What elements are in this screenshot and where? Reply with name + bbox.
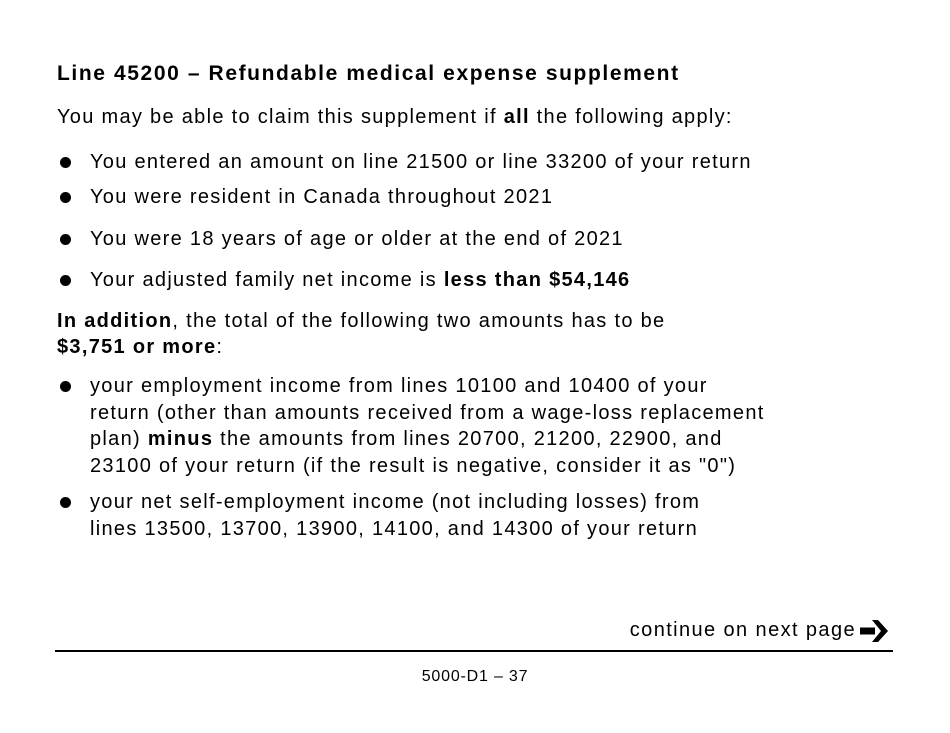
- addition-paragraph: In addition, the total of the following two amounts has to be $3,751 or more:: [57, 310, 666, 358]
- bullet-icon: [60, 381, 71, 392]
- divider: [55, 650, 893, 652]
- continue-link[interactable]: continue on next page: [630, 619, 888, 642]
- section-heading: Line 45200 – Refundable medical expense supplement: [57, 62, 680, 85]
- page-number: 5000-D1 – 37: [421, 668, 529, 685]
- bullet-icon: [60, 497, 71, 508]
- bullet-icon: [60, 234, 71, 245]
- bullet-icon: [60, 275, 71, 286]
- bullet-icon: [60, 157, 71, 168]
- bullet-icon: [60, 192, 71, 203]
- arrow-right-icon: [860, 620, 888, 642]
- intro-text: You may be able to claim this supplement if all the following apply:: [57, 106, 733, 128]
